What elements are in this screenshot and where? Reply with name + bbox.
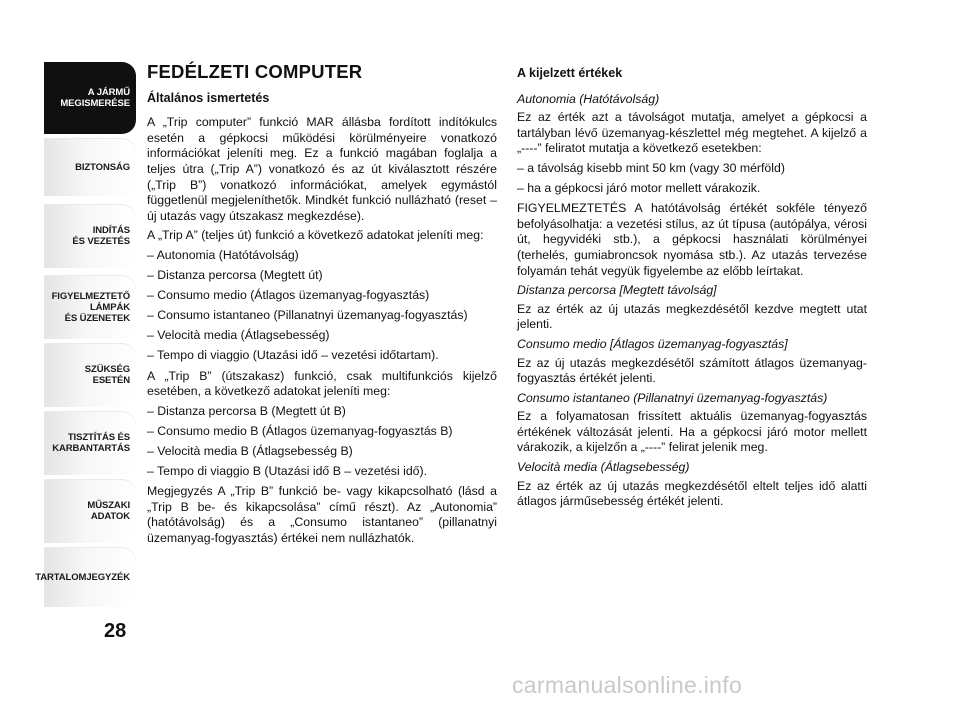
distance-text: Ez az érték az új utazás megkezdésétől kezdve megtett utat jelenti. xyxy=(517,301,867,332)
tab-starting-driving[interactable] xyxy=(44,204,136,268)
tab-label: BIZTONSÁG xyxy=(75,161,130,173)
tab-label: MŰSZAKI ADATOK xyxy=(87,500,130,522)
list-item: – ha a gépkocsi járó motor mellett várakozik. xyxy=(517,181,761,196)
section-subtitle: Általános ismertetés xyxy=(147,90,270,105)
tab-label: INDÍTÁS ÉS VEZETÉS xyxy=(72,225,130,247)
note-paragraph: Megjegyzés A „Trip B” funkció be- vagy kikapcsolható (lásd a „Trip B be- és kikapcsolása” című részt). Az „Autonomia” (hatótávolság) és a „Consumo istantaneo” (pillanatnyi üzemanyag-fogyasztás) értékei nem nullázhatók. xyxy=(147,484,497,545)
list-item: – Consumo medio B (Átlagos üzemanyag-fogyasztás B) xyxy=(147,423,453,438)
tab-label: A JÁRMŰ MEGISMERÉSE xyxy=(60,87,130,109)
page-number: 28 xyxy=(104,620,127,642)
tab-vehicle-overview[interactable] xyxy=(44,62,136,134)
list-item: – Distanza percorsa (Megtett út) xyxy=(147,268,323,283)
autonomia-title: Autonomia (Hatótávolság) xyxy=(517,91,660,106)
list-item: – Distanza percorsa B (Megtett út B) xyxy=(147,403,346,418)
avg-speed-title: Velocità media (Átlagsebesség) xyxy=(517,460,690,475)
autonomia-list xyxy=(517,161,867,197)
tab-label: TARTALOMJEGYZÉK xyxy=(35,571,130,583)
tab-maintenance[interactable] xyxy=(44,411,136,475)
instant-consumption-title: Consumo istantaneo (Pillanatnyi üzemanyag-fogyasztás) xyxy=(517,390,828,405)
trip-b-paragraph: A „Trip B” (útszakasz) funkció, csak multifunkciós kijelző esetében, a következő adatokat jeleníti meg: xyxy=(147,368,497,399)
distance-title: Distanza percorsa [Megtett távolság] xyxy=(517,283,717,298)
right-column xyxy=(517,66,867,514)
list-item: – Velocità media B (Átlagsebesség B) xyxy=(147,443,353,458)
list-item: – Consumo istantaneo (Pillanatnyi üzemanyag-fogyasztás) xyxy=(147,308,468,323)
tab-label: SZÜKSÉG ESETÉN xyxy=(84,364,130,386)
tab-index[interactable] xyxy=(35,547,136,607)
list-item: – Velocità media (Átlagsebesség) xyxy=(147,328,330,343)
trip-a-paragraph: A „Trip A” (teljes út) funkció a következő adatokat jeleníti meg: xyxy=(147,228,484,243)
tab-safety[interactable] xyxy=(44,138,136,196)
list-item: – a távolság kisebb mint 50 km (vagy 30 mérföld) xyxy=(517,160,785,175)
intro-paragraph: A „Trip computer” funkció MAR állásba fordított indítókulcs esetén a gépkocsi működési körülményeire vonatkozó információkat jeleníti meg. Ez a funkció magában foglalja a teljes útra („Trip A”) vonatkozó és az út kiválasztott részére („Trip B”) vonatkozó információkat, amelyek egymástól függetlenül megjeleníthetők. Mindkét funkció nullázható (reset – új utazás vagy útszakasz megkezdése). xyxy=(147,115,497,223)
tab-technical-data[interactable] xyxy=(44,479,136,543)
trip-b-list xyxy=(147,404,497,480)
tab-warning-lights[interactable] xyxy=(44,275,136,339)
list-item: – Tempo di viaggio (Utazási idő – vezetési időtartam). xyxy=(147,348,439,363)
page-title: FEDÉLZETI COMPUTER xyxy=(147,61,363,82)
instant-consumption-text: Ez a folyamatosan frissített aktuális üzemanyag-fogyasztás értékének változását jelenti. Ha a gépkocsi járó motor mellett várakozik, a kijelzőn a „----” felirat jelenik meg. xyxy=(517,409,867,455)
left-column xyxy=(147,62,497,550)
tab-label: FIGYELMEZTETŐ LÁMPÁK ÉS ÜZENETEK xyxy=(51,290,130,324)
avg-speed-text: Ez az érték az új utazás megkezdésétől eltelt teljes idő alatti átlagos járműsebesség értékét jelenti. xyxy=(517,478,867,509)
autonomia-text: Ez az érték azt a távolságot mutatja, amelyet a gépkocsi a tartályban lévő üzemanyag-készlettel még megtehet. A kijelző a „----” feliratot mutatja a következő esetekben: xyxy=(517,110,867,156)
trip-a-list xyxy=(147,248,497,364)
warning-paragraph: FIGYELMEZTETÉS A hatótávolság értékét sokféle tényező befolyásolhatja: a vezetési stílus, az út típusa (autópálya, vérosi út, hegyvidéki stb.), a gépkocsi használati körülményei (terhelés, gumiabroncsok nyomása stb.). Az utazás tervezése folyamán tehát vegyük figyelembe az előbb leírtakat. xyxy=(517,201,867,278)
tab-label: TISZTÍTÁS ÉS KARBANTARTÁS xyxy=(52,432,130,454)
avg-consumption-text: Ez az új utazás megkezdésétől számított átlagos üzemanyag-fogyasztás értékét jelenti. xyxy=(517,355,867,386)
list-item: – Tempo di viaggio B (Utazási idő B – vezetési idő). xyxy=(147,463,428,478)
avg-consumption-title: Consumo medio [Átlagos üzemanyag-fogyasztás] xyxy=(517,336,788,351)
watermark: carmanualsonline.info xyxy=(512,672,743,698)
list-item: – Autonomia (Hatótávolság) xyxy=(147,247,299,262)
list-item: – Consumo medio (Átlagos üzemanyag-fogyasztás) xyxy=(147,288,430,303)
tab-emergency[interactable] xyxy=(44,343,136,407)
section-heading: A kijelzett értékek xyxy=(517,66,623,80)
